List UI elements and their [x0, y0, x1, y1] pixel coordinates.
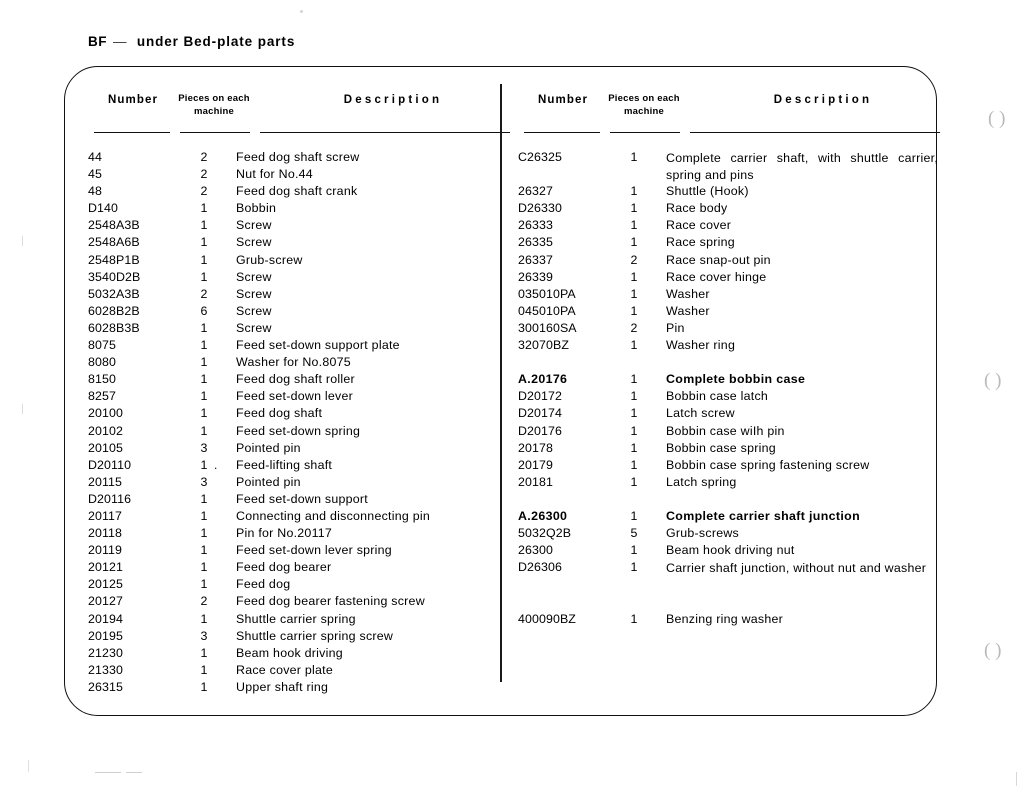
- column-headers-right: [518, 88, 946, 134]
- cell-part-number: 20117: [88, 508, 123, 523]
- cell-part-number: 2548A6B: [88, 235, 140, 250]
- table-row: [88, 680, 516, 697]
- cell-description: Screw: [236, 218, 272, 233]
- cell-part-number: 20195: [88, 628, 123, 643]
- table-row: [88, 355, 516, 372]
- cell-description: Feed set-down lever spring: [236, 543, 392, 558]
- header-number: Number: [537, 94, 589, 106]
- cell-description: Bobbin case wiIh pin: [666, 423, 785, 438]
- cell-quantity: 1: [630, 611, 638, 626]
- cell-description: Feed dog shaft roller: [236, 372, 355, 387]
- cell-quantity: 2: [200, 184, 208, 199]
- cell-part-number: 20181: [518, 474, 553, 489]
- page-edge-mark: [1016, 772, 1017, 786]
- cell-quantity: 1: [630, 303, 638, 318]
- page-title: under Bed-plate parts: [136, 34, 296, 49]
- cell-quantity: 1: [200, 372, 208, 387]
- cell-part-number: 20102: [88, 423, 123, 438]
- table-row: [518, 458, 946, 475]
- row-spacer: [518, 492, 946, 509]
- cell-description: Washer ring: [666, 338, 736, 353]
- cell-description: Nut for No.44: [236, 167, 313, 182]
- page-edge-mark: [28, 760, 29, 772]
- table-row: [518, 235, 946, 252]
- cell-part-number: 20100: [88, 406, 123, 421]
- cell-description: Pin: [666, 320, 685, 335]
- cell-description: Grub-screws: [666, 526, 739, 541]
- cell-quantity: 1: [200, 320, 208, 335]
- cell-part-number: 21330: [88, 662, 123, 677]
- cell-quantity: 1: [200, 645, 208, 660]
- page-edge-mark: [22, 236, 23, 246]
- cell-description: Complete carrier shaft junction: [666, 508, 860, 523]
- cell-part-number: 300160SA: [518, 320, 577, 335]
- cell-part-number: D20176: [518, 423, 563, 438]
- table-row: [88, 526, 516, 543]
- table-row: [88, 594, 516, 611]
- binder-hole-mark-icon: ( ): [984, 370, 1002, 391]
- table-row: [88, 509, 516, 526]
- table-row: [88, 577, 516, 594]
- cell-description: Beam hook driving nut: [666, 543, 795, 558]
- cell-quantity: 1: [630, 201, 638, 216]
- cell-quantity: 1: [200, 423, 208, 438]
- cell-quantity: 1: [630, 560, 638, 575]
- cell-part-number: 8257: [88, 389, 116, 404]
- cell-quantity: 1: [630, 235, 638, 250]
- cell-description: Washer: [666, 286, 710, 301]
- cell-quantity: 2: [200, 286, 208, 301]
- cell-part-number: 20179: [518, 457, 553, 472]
- table-row: [518, 526, 946, 543]
- row-spacer: [518, 594, 946, 611]
- cell-description: Feed set-down spring: [236, 423, 361, 438]
- cell-part-number: 2548A3B: [88, 218, 140, 233]
- cell-quantity: 5: [630, 526, 638, 541]
- cell-description: Race snap-out pin: [666, 252, 771, 267]
- header-description: Description: [773, 94, 873, 106]
- cell-description: Bobbin: [236, 201, 277, 216]
- cell-quantity: 2: [200, 150, 208, 164]
- header-rule-pieces: [610, 132, 680, 133]
- cell-quantity: 1: [200, 679, 208, 694]
- cell-part-number: 26315: [88, 679, 123, 694]
- table-row: [88, 629, 516, 646]
- cell-description: Benzing ring washer: [666, 611, 784, 626]
- cell-description: Latch screw: [666, 406, 735, 421]
- cell-quantity: 1: [200, 560, 208, 575]
- cell-description: Washer: [666, 303, 710, 318]
- cell-quantity: 1: [200, 235, 208, 250]
- table-row: [518, 441, 946, 458]
- cell-quantity: 1: [200, 218, 208, 233]
- quantity-annotation-mark: .: [214, 457, 218, 472]
- cell-description: Latch spring: [666, 474, 737, 489]
- table-row: [518, 543, 946, 560]
- table-row: [518, 560, 946, 594]
- cell-part-number: 26327: [518, 184, 553, 199]
- section-code: BF: [88, 34, 107, 49]
- cell-quantity: 1: [200, 338, 208, 353]
- cell-quantity: 6: [200, 303, 208, 318]
- table-row: [88, 338, 516, 355]
- cell-part-number: 26335: [518, 235, 553, 250]
- table-row: [518, 287, 946, 304]
- table-row: [518, 509, 946, 526]
- cell-part-number: 5032A3B: [88, 286, 140, 301]
- binder-hole-mark-icon: ( ): [988, 108, 1006, 129]
- cell-description: Bobbin case latch: [666, 389, 769, 404]
- cell-part-number: 45: [88, 167, 102, 182]
- cell-description: Screw: [236, 269, 272, 284]
- cell-quantity: 1: [630, 338, 638, 353]
- cell-quantity: 1: [630, 372, 638, 387]
- cell-part-number: D20172: [518, 389, 563, 404]
- cell-part-number: D20110: [88, 457, 132, 472]
- row-spacer: [518, 355, 946, 372]
- header-pieces-per-machine: [168, 93, 260, 118]
- cell-quantity: 2: [630, 320, 638, 335]
- cell-part-number: 20127: [88, 594, 123, 609]
- table-row: [518, 304, 946, 321]
- table-row: [518, 184, 946, 201]
- table-row: [88, 543, 516, 560]
- header-pieces-line1: Pieces on each: [608, 93, 680, 104]
- parts-rows-left: [88, 150, 516, 697]
- cell-description: Screw: [236, 235, 272, 250]
- table-row: [88, 321, 516, 338]
- cell-part-number: C26325: [518, 150, 563, 164]
- header-description: Description: [343, 94, 443, 106]
- parts-table-right: [518, 88, 946, 629]
- table-row: [518, 270, 946, 287]
- cell-part-number: 26339: [518, 269, 553, 284]
- scan-smudge: [95, 772, 121, 773]
- table-row: [88, 458, 516, 475]
- table-row: [518, 406, 946, 423]
- cell-description: Feed dog shaft: [236, 406, 323, 421]
- cell-part-number: 20121: [88, 560, 123, 575]
- table-row: [518, 612, 946, 629]
- cell-quantity: 1 .: [200, 457, 218, 472]
- cell-part-number: 26337: [518, 252, 553, 267]
- cell-part-number: D26330: [518, 201, 563, 216]
- cell-quantity: 1: [630, 406, 638, 421]
- table-row: [88, 184, 516, 201]
- cell-part-number: 400090BZ: [518, 611, 576, 626]
- cell-description: Beam hook driving: [236, 645, 343, 660]
- cell-part-number: 5032Q2B: [518, 526, 572, 541]
- table-row: [88, 270, 516, 287]
- cell-quantity: 1: [630, 184, 638, 199]
- cell-quantity: 1: [200, 491, 208, 506]
- cell-part-number: 8080: [88, 355, 116, 370]
- header-rule-description: [690, 132, 940, 133]
- cell-quantity: 1: [200, 201, 208, 216]
- table-row: [88, 372, 516, 389]
- cell-quantity: 1: [630, 286, 638, 301]
- table-row: [88, 304, 516, 321]
- cell-quantity: 1: [630, 457, 638, 472]
- cell-description: Screw: [236, 320, 272, 335]
- cell-description: Shuttle carrier spring screw: [236, 628, 394, 643]
- cell-part-number: D20116: [88, 491, 132, 506]
- cell-part-number: 20119: [88, 543, 123, 558]
- cell-part-number: 21230: [88, 645, 123, 660]
- cell-quantity: 1: [200, 543, 208, 558]
- cell-part-number: 44: [88, 150, 102, 164]
- header-number: Number: [107, 94, 159, 106]
- header-rule-description: [260, 132, 510, 133]
- scan-smudge: [126, 772, 142, 773]
- cell-quantity: 2: [200, 594, 208, 609]
- cell-description: Screw: [236, 286, 272, 301]
- cell-quantity: 2: [200, 167, 208, 182]
- cell-description: Grub-screw: [236, 252, 303, 267]
- cell-description: Washer for No.8075: [236, 355, 351, 370]
- cell-part-number: 8075: [88, 338, 116, 353]
- table-row: [88, 475, 516, 492]
- cell-description: Pin for No.20117: [236, 526, 333, 541]
- cell-quantity: 1: [630, 508, 638, 523]
- table-row: [88, 663, 516, 680]
- header-rule-number: [94, 132, 170, 133]
- table-row: [518, 424, 946, 441]
- scan-speck: [300, 10, 303, 13]
- table-row: [518, 321, 946, 338]
- cell-description: Screw: [236, 303, 272, 318]
- cell-description: Connecting and disconnecting pin: [236, 508, 430, 523]
- cell-quantity: 1: [630, 423, 638, 438]
- table-row: [88, 424, 516, 441]
- cell-description: Pointed pin: [236, 474, 301, 489]
- table-row: [518, 218, 946, 235]
- cell-part-number: D26306: [518, 560, 563, 575]
- table-row: [518, 475, 946, 492]
- cell-part-number: 8150: [88, 372, 116, 387]
- cell-quantity: 1: [200, 389, 208, 404]
- header-pieces-line2: machine: [194, 105, 234, 117]
- table-row: [88, 201, 516, 218]
- cell-part-number: 20115: [88, 474, 123, 489]
- cell-description: Bobbin case spring fastening screw: [666, 457, 870, 472]
- table-row: [518, 338, 946, 355]
- cell-part-number: 32070BZ: [518, 338, 569, 353]
- cell-description: Shuttle carrier spring: [236, 611, 356, 626]
- cell-part-number: 20194: [88, 611, 123, 626]
- table-row: [88, 612, 516, 629]
- cell-part-number: 045010PA: [518, 303, 576, 318]
- cell-quantity: 1: [200, 269, 208, 284]
- header-dash: —: [113, 34, 127, 49]
- cell-description: Bobbin case spring: [666, 440, 776, 455]
- cell-quantity: 1: [200, 252, 208, 267]
- header-pieces-per-machine: [598, 93, 690, 118]
- table-row: [88, 492, 516, 509]
- cell-description: Feed set-down support plate: [236, 338, 400, 353]
- table-row: [518, 150, 946, 184]
- cell-part-number: A.26300: [518, 508, 568, 523]
- cell-quantity: 1: [200, 406, 208, 421]
- cell-quantity: 3: [200, 474, 208, 489]
- cell-part-number: 2548P1B: [88, 252, 140, 267]
- header-rule-number: [524, 132, 600, 133]
- table-row: [88, 235, 516, 252]
- table-row: [88, 253, 516, 270]
- cell-part-number: A.20176: [518, 372, 568, 387]
- cell-part-number: 48: [88, 184, 102, 199]
- cell-description: Complete carrier shaft, with shuttle carrier, spring and pins: [666, 151, 938, 183]
- cell-description: Feed dog: [236, 577, 291, 592]
- binder-hole-mark-icon: ( ): [984, 640, 1002, 661]
- cell-description: Complete bobbin case: [666, 372, 806, 387]
- cell-part-number: 3540D2B: [88, 269, 141, 284]
- cell-description: Feed set-down support: [236, 491, 368, 506]
- table-row: [88, 389, 516, 406]
- cell-part-number: 26300: [518, 543, 553, 558]
- cell-description: Race body: [666, 201, 728, 216]
- cell-description: Pointed pin: [236, 440, 301, 455]
- cell-description: Race cover hinge: [666, 269, 767, 284]
- table-row: [88, 441, 516, 458]
- table-row: [88, 406, 516, 423]
- column-headers-left: [88, 88, 516, 134]
- header-pieces-line1: Pieces on each: [178, 93, 250, 104]
- cell-description: Feed-lifting shaft: [236, 457, 333, 472]
- cell-description: Feed dog bearer: [236, 560, 332, 575]
- cell-description: Race cover: [666, 218, 732, 233]
- table-row: [88, 560, 516, 577]
- cell-quantity: 3: [200, 440, 208, 455]
- cell-part-number: 26333: [518, 218, 553, 233]
- table-row: [88, 218, 516, 235]
- cell-part-number: 20125: [88, 577, 123, 592]
- cell-description: Shuttle (Hook): [666, 184, 749, 199]
- cell-quantity: 1: [630, 389, 638, 404]
- cell-part-number: D140: [88, 201, 119, 216]
- header-pieces-line2: machine: [624, 105, 664, 117]
- cell-part-number: 6028B2B: [88, 303, 140, 318]
- cell-quantity: 1: [200, 662, 208, 677]
- cell-description: Race spring: [666, 235, 735, 250]
- cell-part-number: 6028B3B: [88, 320, 140, 335]
- cell-part-number: 20178: [518, 440, 553, 455]
- cell-quantity: 1: [200, 577, 208, 592]
- cell-quantity: 1: [630, 150, 638, 164]
- cell-quantity: 2: [630, 252, 638, 267]
- cell-quantity: 1: [630, 543, 638, 558]
- table-row: [88, 646, 516, 663]
- cell-quantity: 1: [630, 474, 638, 489]
- cell-quantity: 1: [200, 526, 208, 541]
- header-rule-pieces: [180, 132, 250, 133]
- cell-quantity: 1: [630, 269, 638, 284]
- cell-part-number: 20118: [88, 526, 123, 541]
- cell-quantity: 1: [200, 508, 208, 523]
- table-row: [518, 201, 946, 218]
- parts-rows-right: [518, 150, 946, 629]
- cell-description: Carrier shaft junction, without nut and washer: [666, 561, 927, 576]
- table-row: [518, 253, 946, 270]
- table-row: [518, 372, 946, 389]
- table-row: [518, 389, 946, 406]
- cell-description: Race cover plate: [236, 662, 333, 677]
- cell-quantity: 1: [630, 440, 638, 455]
- page-edge-mark: [22, 404, 23, 414]
- cell-description: Feed dog shaft crank: [236, 184, 358, 199]
- table-row: [88, 150, 516, 167]
- cell-part-number: D20174: [518, 406, 563, 421]
- cell-part-number: 20105: [88, 440, 123, 455]
- table-row: [88, 287, 516, 304]
- cell-part-number: 035010PA: [518, 286, 576, 301]
- cell-description: Upper shaft ring: [236, 679, 329, 694]
- table-row: [88, 167, 516, 184]
- cell-description: Feed dog bearer fastening screw: [236, 594, 425, 609]
- cell-quantity: 1: [200, 355, 208, 370]
- cell-quantity: 3: [200, 628, 208, 643]
- cell-quantity: 1: [630, 218, 638, 233]
- cell-description: Feed dog shaft screw: [236, 150, 360, 164]
- parts-table-left: [88, 88, 516, 697]
- cell-description: Feed set-down lever: [236, 389, 354, 404]
- page-header: [88, 34, 295, 49]
- cell-quantity: 1: [200, 611, 208, 626]
